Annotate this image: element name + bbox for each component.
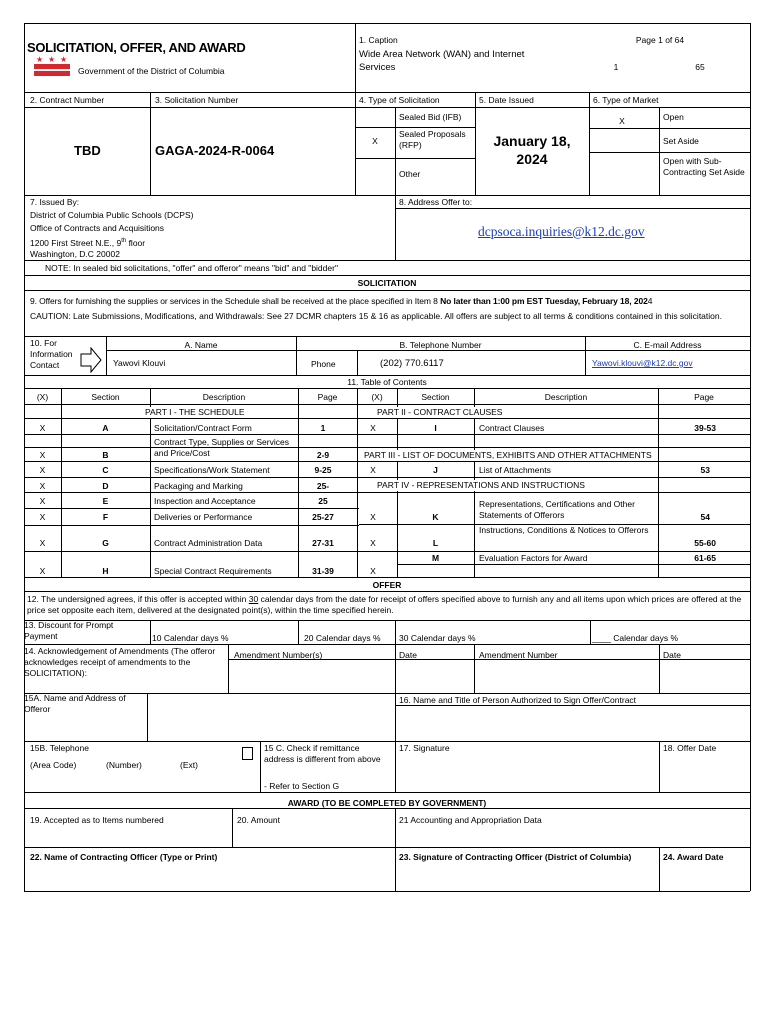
address-offer-email[interactable]: dcpsoca.inquiries@k12.dc.gov bbox=[478, 224, 645, 239]
toc-part3: PART III - LIST OF DOCUMENTS, EXHIBITS AND OTHER ATTACHMENTS bbox=[364, 450, 652, 460]
date-issued: January 18, 2024 bbox=[493, 133, 571, 167]
svg-text:★: ★ bbox=[48, 55, 56, 64]
contract-number: TBD bbox=[74, 143, 101, 158]
signature-label: 17. Signature bbox=[399, 743, 450, 753]
toc-row-desc: Deliveries or Performance bbox=[154, 512, 253, 522]
contact-email-label: C. E-mail Address bbox=[633, 340, 702, 350]
toc-row-section: G bbox=[102, 538, 109, 548]
solicitation-heading: SOLICITATION bbox=[357, 278, 417, 288]
toc-row-page: 9-25 bbox=[314, 465, 332, 475]
number-label: (Number) bbox=[106, 760, 142, 770]
type-option-rfp: Sealed Proposals (RFP) bbox=[399, 129, 466, 150]
toc-row-section: H bbox=[102, 566, 109, 576]
toc-row-mark: X bbox=[39, 423, 46, 433]
toc-row-desc: Special Contract Requirements bbox=[154, 566, 272, 576]
amount-label: 20. Amount bbox=[237, 815, 281, 825]
contact-name: Yawovi Klouvi bbox=[113, 358, 166, 368]
toc-part2: PART II - CONTRACT CLAUSES bbox=[377, 407, 503, 417]
toc-col-x: (X) bbox=[36, 392, 49, 402]
address-offer-label: 8. Address Offer to: bbox=[399, 197, 473, 207]
toc-row-desc: Specifications/Work Statement bbox=[154, 465, 270, 475]
sealed-bid-note: NOTE: In sealed bid solicitations, "offer" and offeror" means "bid" and "bidder" bbox=[45, 263, 338, 273]
award-heading: AWARD (TO BE COMPLETED BY GOVERNMENT) bbox=[287, 798, 487, 808]
contact-label: 10. For Information Contact bbox=[30, 338, 73, 370]
accepted-items-label: 19. Accepted as to Items numbered bbox=[30, 815, 164, 825]
toc-col-desc: Description bbox=[544, 392, 588, 402]
toc-row-page: 53 bbox=[700, 465, 710, 475]
market-mark: X bbox=[619, 116, 625, 126]
form-title: SOLICITATION, OFFER, AND AWARD bbox=[27, 40, 246, 55]
toc-row-page: 61-65 bbox=[694, 553, 716, 563]
dc-flag-icon bbox=[34, 55, 72, 77]
market-label: 6. Type of Market bbox=[593, 95, 659, 105]
award-date-label: 24. Award Date bbox=[663, 852, 724, 862]
discount-20: 20 Calendar days % bbox=[304, 633, 381, 643]
contract-number-label: 2. Contract Number bbox=[30, 95, 105, 105]
toc-row-page: 25- bbox=[316, 481, 330, 491]
arrow-right-icon bbox=[80, 347, 102, 373]
toc-row-mark: X bbox=[39, 538, 46, 548]
amend-numbers-label: Amendment Number(s) bbox=[234, 650, 323, 660]
border-bottom bbox=[24, 891, 750, 892]
toc-row-mark: X bbox=[370, 566, 376, 576]
toc-row-section: C bbox=[102, 465, 109, 475]
svg-text:★: ★ bbox=[36, 55, 44, 64]
type-option-ifb: Sealed Bid (IFB) bbox=[399, 112, 462, 122]
toc-heading: 11. Table of Contents bbox=[347, 377, 427, 387]
discount-10: 10 Calendar days % bbox=[152, 633, 229, 643]
toc-row-section: J bbox=[433, 465, 438, 475]
toc-row-page: 1 bbox=[320, 423, 326, 433]
toc-row-section: E bbox=[102, 496, 109, 506]
toc-row-page: 55-60 bbox=[694, 538, 716, 548]
remittance-label: 15 C. Check if remittance address is different from above bbox=[264, 743, 381, 764]
toc-part1: PART I - THE SCHEDULE bbox=[145, 407, 245, 417]
toc-row-desc: Contract Clauses bbox=[479, 423, 545, 433]
telephone-label: 15B. Telephone bbox=[30, 743, 89, 753]
caption-label: 1. Caption bbox=[359, 35, 398, 45]
remittance-checkbox[interactable] bbox=[242, 747, 253, 760]
ack-date-label: Date bbox=[399, 650, 417, 660]
issued-line: Office of Contracts and Acquisitions bbox=[30, 223, 165, 233]
name-title-label: 16. Name and Title of Person Authorized to Sign Offer/Contract bbox=[399, 695, 637, 705]
toc-row-mark: X bbox=[370, 512, 376, 522]
market-option-set-aside: Set Aside bbox=[663, 136, 699, 146]
type-mark: X bbox=[372, 136, 378, 146]
name-address-label: 15A. Name and Address of Offeror bbox=[24, 693, 126, 714]
toc-row-section: B bbox=[102, 450, 109, 460]
toc-row-desc: Representations, Certifications and Other Statements of Offerors bbox=[479, 499, 635, 520]
offer-agreement: 12. The undersigned agrees, if this offer is accepted within 30 calendar days from the date for receipt of offers specified above to furnish any and all items upon which prices are offered at the price set opposite each item, delivered at the designated point(s), within the time specified herein. bbox=[27, 594, 742, 615]
toc-row-section: K bbox=[432, 512, 439, 522]
caution-text: CAUTION: Late Submissions, Modifications, and Withdrawals: See 27 DCMR chapters 15 & 16 as applicable. All offers are subject to all terms & conditions contained in this solicitation. bbox=[30, 311, 722, 321]
date-issued-label: 5. Date Issued bbox=[479, 95, 534, 105]
toc-row-mark: X bbox=[39, 450, 46, 460]
type-label: 4. Type of Solicitation bbox=[359, 95, 440, 105]
toc-row-desc: Evaluation Factors for Award bbox=[479, 553, 588, 563]
toc-col-desc: Description bbox=[202, 392, 246, 402]
contact-name-label: A. Name bbox=[184, 340, 218, 350]
ext-label: (Ext) bbox=[180, 760, 198, 770]
officer-signature-label: 23. Signature of Contracting Officer (District of Columbia) bbox=[399, 852, 632, 862]
toc-row-section: F bbox=[102, 512, 109, 522]
toc-row-desc: Contract Type, Supplies or Services and Price/Cost bbox=[154, 437, 289, 458]
government-name: Government of the District of Columbia bbox=[78, 66, 225, 76]
toc-row-section: D bbox=[102, 481, 109, 491]
amend-number-label: Amendment Number bbox=[479, 650, 558, 660]
offer-heading: OFFER bbox=[372, 580, 402, 590]
toc-row-page: 2-9 bbox=[316, 450, 330, 460]
border-right bbox=[750, 23, 751, 891]
caption-value: Wide Area Network (WAN) and Internet Services bbox=[359, 49, 525, 73]
issued-line: Washington, D.C 20002 bbox=[30, 249, 120, 259]
toc-row-desc: Instructions, Conditions & Notices to Offerors bbox=[479, 525, 649, 535]
svg-text:★: ★ bbox=[60, 55, 68, 64]
toc-row-section: I bbox=[434, 423, 437, 433]
toc-col-section: Section bbox=[91, 392, 120, 402]
toc-row-page: 39-53 bbox=[694, 423, 716, 433]
toc-row-desc: Contract Administration Data bbox=[154, 538, 263, 548]
contact-phone: (202) 770.6117 bbox=[380, 358, 444, 369]
toc-col-page: Page bbox=[694, 392, 714, 402]
toc-col-page: Page bbox=[317, 392, 338, 402]
toc-row-section: M bbox=[431, 553, 440, 563]
discount-label: 13. Discount for Prompt Payment bbox=[24, 620, 114, 641]
refer-section-g: - Refer to Section G bbox=[264, 781, 340, 791]
toc-row-mark: X bbox=[370, 465, 376, 475]
toc-row-desc: Solicitation/Contract Form bbox=[154, 423, 252, 433]
toc-col-section: Section bbox=[421, 392, 450, 402]
toc-row-page: 31-39 bbox=[312, 566, 334, 576]
toc-row-mark: X bbox=[39, 481, 46, 491]
page-right: 65 bbox=[695, 62, 705, 72]
toc-row-desc: List of Attachments bbox=[479, 465, 551, 475]
toc-part4: PART IV - REPRESENTATIONS AND INSTRUCTIONS bbox=[377, 480, 585, 490]
issued-line: District of Columbia Public Schools (DCPS) bbox=[30, 210, 194, 220]
contact-email-link[interactable]: Yawovi.klouvi@k12.dc.gov bbox=[592, 358, 693, 368]
accounting-label: 21 Accounting and Appropriation Data bbox=[399, 815, 542, 825]
page-count: Page 1 of 64 bbox=[635, 35, 685, 45]
border-top bbox=[24, 23, 750, 24]
market-option-open: Open bbox=[663, 112, 684, 122]
toc-col-x: (X) bbox=[371, 392, 383, 402]
phone-word: Phone bbox=[311, 359, 336, 369]
toc-row-section: A bbox=[102, 423, 109, 433]
toc-row-desc: Packaging and Marking bbox=[154, 481, 243, 491]
toc-row-mark: X bbox=[39, 512, 46, 522]
toc-row-mark: X bbox=[370, 538, 376, 548]
solicitation-number: GAGA-2024-R-0064 bbox=[155, 143, 275, 158]
issued-line: 1200 First Street N.E., 9th floor bbox=[30, 237, 146, 248]
toc-row-mark: X bbox=[39, 496, 46, 506]
ack-label: 14. Acknowledgement of Amendments (The offeror acknowledges receipt of amendments to the SOLICITATION): bbox=[24, 646, 216, 678]
type-option-other: Other bbox=[399, 169, 421, 179]
toc-row-mark: X bbox=[39, 465, 46, 475]
toc-row-page: 25-27 bbox=[312, 512, 334, 522]
ack-date-label-2: Date bbox=[663, 650, 681, 660]
toc-row-mark: X bbox=[39, 566, 46, 576]
officer-name-label: 22. Name of Contracting Officer (Type or Print) bbox=[30, 852, 218, 862]
offer-date-label: 18. Offer Date bbox=[663, 743, 717, 753]
toc-row-page: 25 bbox=[318, 496, 328, 506]
issued-by-label: 7. Issued By: bbox=[30, 197, 80, 207]
toc-row-section: L bbox=[432, 538, 439, 548]
page-left: 1 bbox=[613, 62, 619, 72]
market-option-sub: Open with Sub-Contracting Set Aside bbox=[663, 156, 745, 177]
offers-deadline: 9. Offers for furnishing the supplies or services in the Schedule shall be received at the place specified in Item 8 No later than 1:00 pm EST Tuesday, February 18, 2024 bbox=[30, 296, 653, 306]
toc-row-page: 54 bbox=[700, 512, 710, 522]
toc-row-desc: Inspection and Acceptance bbox=[154, 496, 256, 506]
toc-row-page: 27-31 bbox=[312, 538, 334, 548]
discount-blank: ____ Calendar days % bbox=[592, 633, 679, 643]
discount-30: 30 Calendar days % bbox=[399, 633, 476, 643]
area-code-label: (Area Code) bbox=[30, 760, 77, 770]
solicitation-number-label: 3. Solicitation Number bbox=[155, 95, 239, 105]
contact-phone-label: B. Telephone Number bbox=[399, 340, 482, 350]
toc-row-mark: X bbox=[370, 423, 376, 433]
